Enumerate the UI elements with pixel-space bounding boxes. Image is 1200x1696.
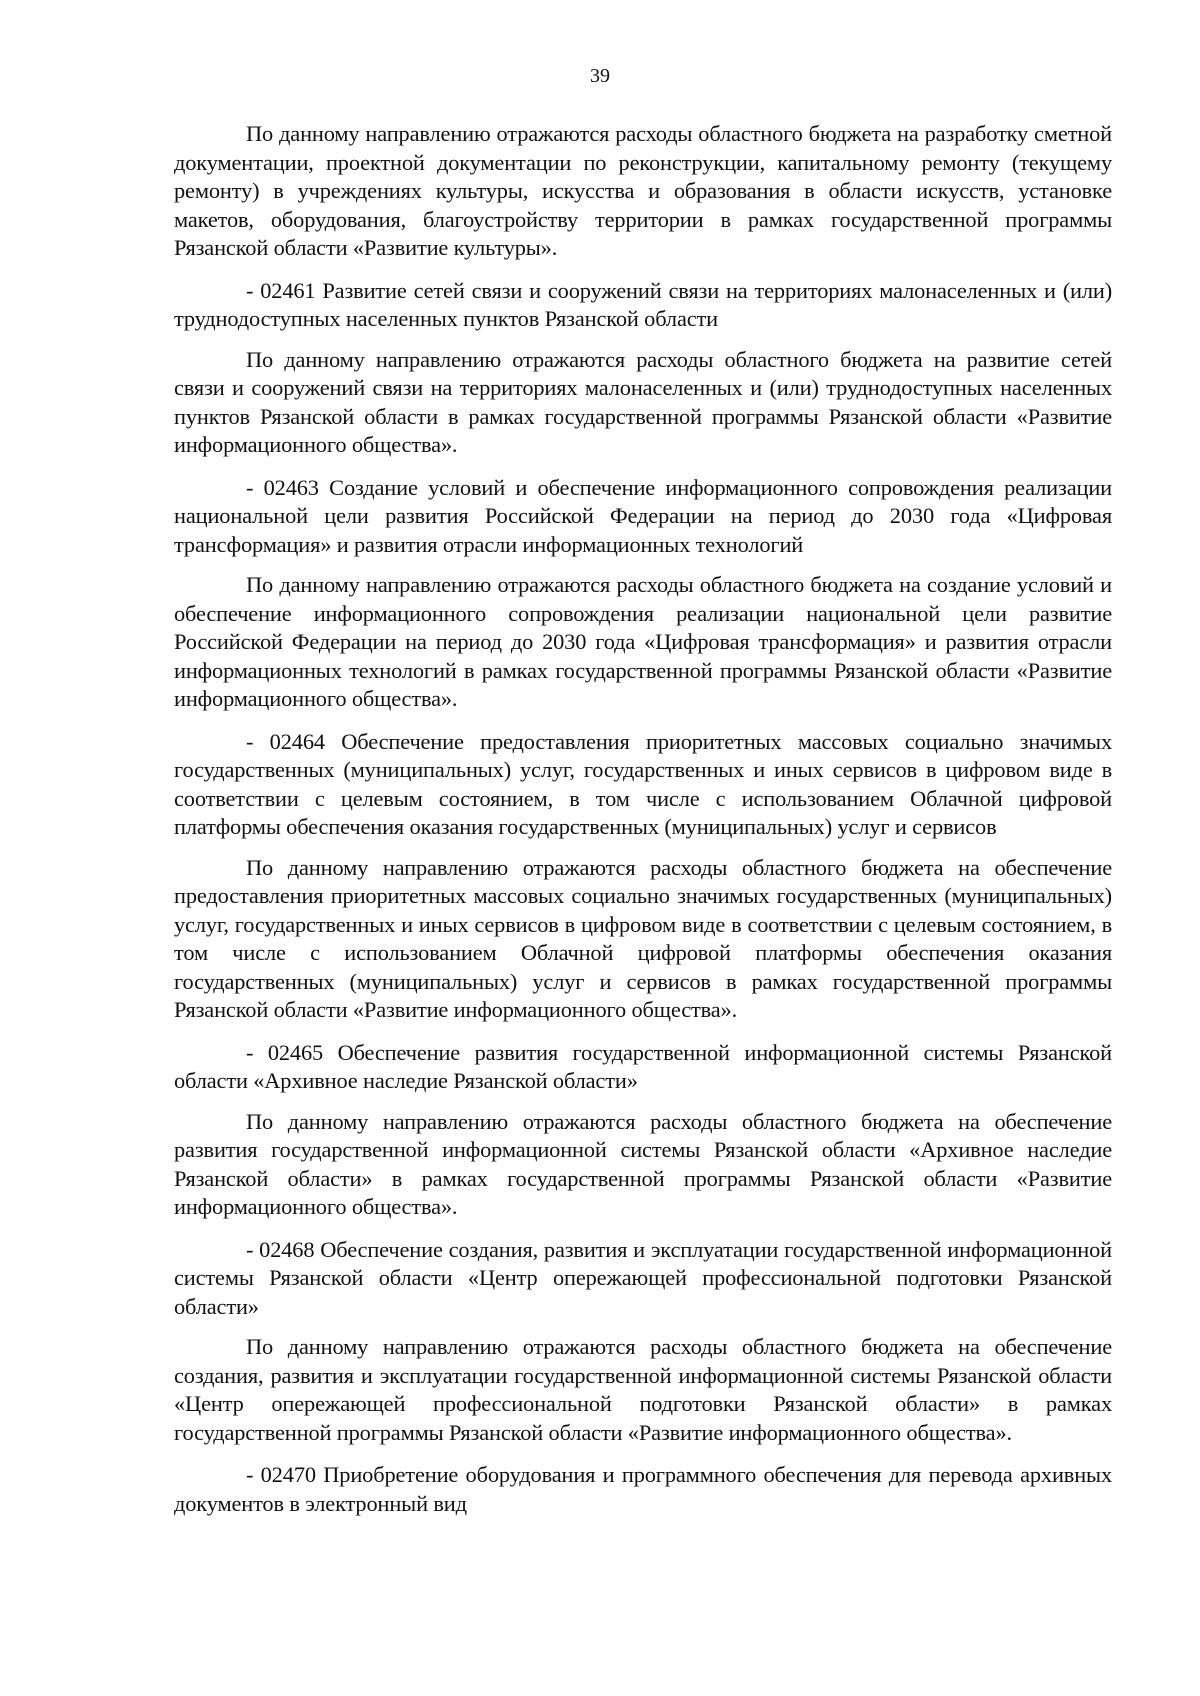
code-02465-heading: - 02465 Обеспечение развития государственной информационной системы Рязанской области «Архивное наследие Рязанской области»	[174, 1039, 1112, 1093]
code-02461-description: По данному направлению отражаются расходы областного бюджета на развитие сетей связи и сооружений связи на территориях малонаселенных и (или) труднодоступных населенных пунктов Рязанской области в рамках государственной программы Рязанской области «Развитие информационного общества».	[174, 346, 1112, 457]
code-02464-heading: - 02464 Обеспечение предоставления приоритетных массовых социально значимых государственных (муниципальных) услуг, государственных и иных сервисов в цифровом виде в соответствии с целевым состоянием, в том числе с использованием Облачной цифровой платформы обеспечения оказания государственных (муниципальных) услуг и сервисов	[174, 728, 1112, 839]
document-body	[174, 120, 1112, 1530]
code-02461-heading: - 02461 Развитие сетей связи и сооружений связи на территориях малонаселенных и (или) труднодоступных населенных пунктов Рязанской области	[174, 277, 1112, 331]
code-02468-heading: - 02468 Обеспечение создания, развития и эксплуатации государственной информационной системы Рязанской области «Центр опережающей профессиональной подготовки Рязанской области»	[174, 1236, 1112, 1319]
paragraph-culture-expenses: По данному направлению отражаются расходы областного бюджета на разработку сметной документации, проектной документации по реконструкции, капитальному ремонту (текущему ремонту) в учреждениях культуры, искусства и образования в области искусств, установке макетов, оборудования, благоустройству территории в рамках государственной программы Рязанской области «Развитие культуры».	[174, 121, 1112, 260]
code-02470-heading: - 02470 Приобретение оборудования и программного обеспечения для перевода архивных документов в электронный вид	[174, 1462, 1112, 1516]
page-number: 39	[590, 65, 610, 87]
code-02463-description: По данному направлению отражаются расходы областного бюджета на создание условий и обеспечение информационного сопровождения реализации национальной цели развитие Российской Федерации на период до 2030 года «Цифровая трансформация» и развития отрасли информационных технологий в рамках государственной программы Рязанской области «Развитие информационного общества».	[174, 572, 1112, 711]
code-02468-description: По данному направлению отражаются расходы областного бюджета на обеспечение создания, развития и эксплуатации государственной информационной системы Рязанской области «Центр опережающей профессиональной подготовки Рязанской области» в рамках государственной программы Рязанской области «Развитие информационного общества».	[174, 1334, 1112, 1445]
code-02464-description: По данному направлению отражаются расходы областного бюджета на обеспечение предоставления приоритетных массовых социально значимых государственных (муниципальных) услуг, государственных и иных сервисов в цифровом виде в соответствии с целевым состоянием, в том числе с использованием Облачной цифровой платформы обеспечения оказания государственных (муниципальных) услуг и сервисов в рамках государственной программы Рязанской области «Развитие информационного общества».	[174, 854, 1112, 1022]
code-02465-description: По данному направлению отражаются расходы областного бюджета на обеспечение развития государственной информационной системы Рязанской области «Архивное наследие Рязанской области» в рамках государственной программы Рязанской области «Развитие информационного общества».	[174, 1108, 1112, 1219]
code-02463-heading: - 02463 Создание условий и обеспечение информационного сопровождения реализации национальной цели развития Российской Федерации на период до 2030 года «Цифровая трансформация» и развития отрасли информационных технологий	[174, 474, 1112, 557]
